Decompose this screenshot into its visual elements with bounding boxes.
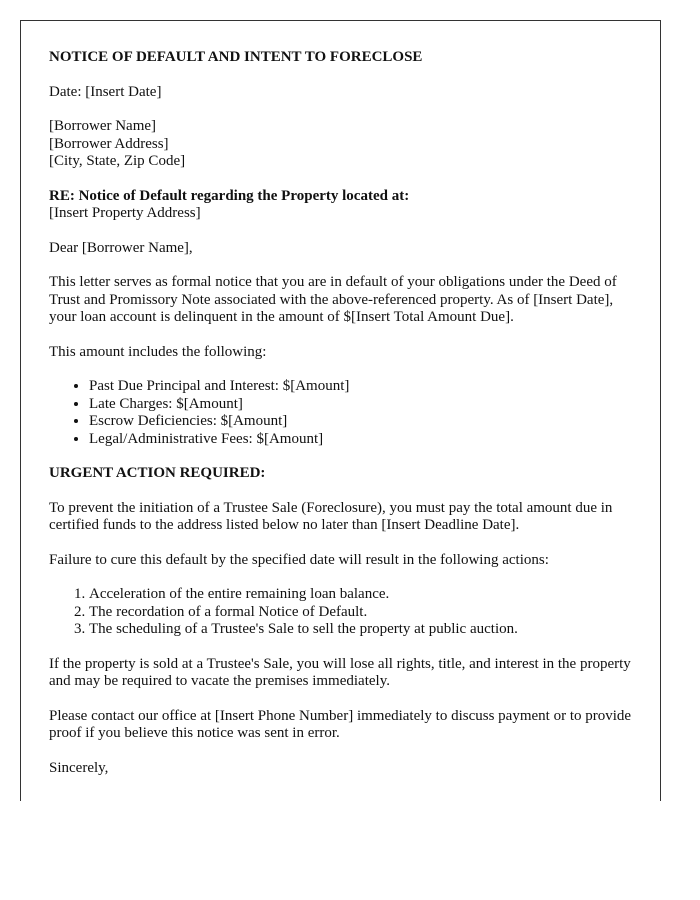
re-label: RE: Notice of Default regarding the Property located at: (49, 187, 410, 204)
failure-paragraph: Failure to cure this default by the specified date will result in the following actions: (49, 551, 549, 568)
intro-paragraph: This letter serves as formal notice that you are in default of your obligations under the Deed of Trust and Promissory Note associated with the above-referenced property. As of [Insert Date], your loan account is delinquent in the amount of $[Insert Total Amount Due]. (49, 274, 617, 325)
includes-paragraph: This amount includes the following: (49, 343, 267, 360)
list-item: 3. The scheduling of a Trustee's Sale to sell the property at public auction. (89, 621, 632, 639)
recipient-city-state-zip: [City, State, Zip Code] (49, 153, 186, 169)
list-item: • Legal/Administrative Fees: $[Amount] (89, 431, 632, 449)
list-item: • Past Due Principal and Interest: $[Amount] (89, 378, 632, 396)
list-item: 1. Acceleration of the entire remaining loan balance. (89, 586, 632, 604)
prevent-paragraph: To prevent the initiation of a Trustee Sale (Foreclosure), you must pay the total amount due in certified funds to the address listed below no later than [Insert Deadline Date]. (49, 499, 613, 533)
recipient-name: [Borrower Name] (49, 118, 157, 134)
recipient-block (49, 118, 632, 171)
salutation: Dear [Borrower Name], (49, 239, 193, 256)
date-line: Date: [Insert Date] (49, 83, 162, 100)
amount-items-list (49, 378, 632, 448)
re-block (49, 188, 632, 223)
recipient-address: [Borrower Address] (49, 135, 169, 152)
property-address: [Insert Property Address] (49, 205, 201, 221)
list-item: 2. The recordation of a formal Notice of Default. (89, 604, 632, 622)
urgent-heading: URGENT ACTION REQUIRED: (49, 465, 266, 481)
contact-paragraph: Please contact our office at [Insert Phone Number] immediately to discuss payment or to provide proof if you believe this notice was sent in error. (49, 707, 632, 741)
list-item: • Late Charges: $[Amount] (89, 396, 632, 414)
document-title: NOTICE OF DEFAULT AND INTENT TO FORECLOSE (49, 49, 423, 65)
sold-paragraph: If the property is sold at a Trustee's Sale, you will lose all rights, title, and interest in the property and may be required to vacate the premises immediately. (49, 655, 631, 689)
closing: Sincerely, (49, 759, 109, 776)
list-item: • Escrow Deficiencies: $[Amount] (89, 413, 632, 431)
document-page (20, 20, 661, 801)
actions-list (49, 586, 632, 639)
